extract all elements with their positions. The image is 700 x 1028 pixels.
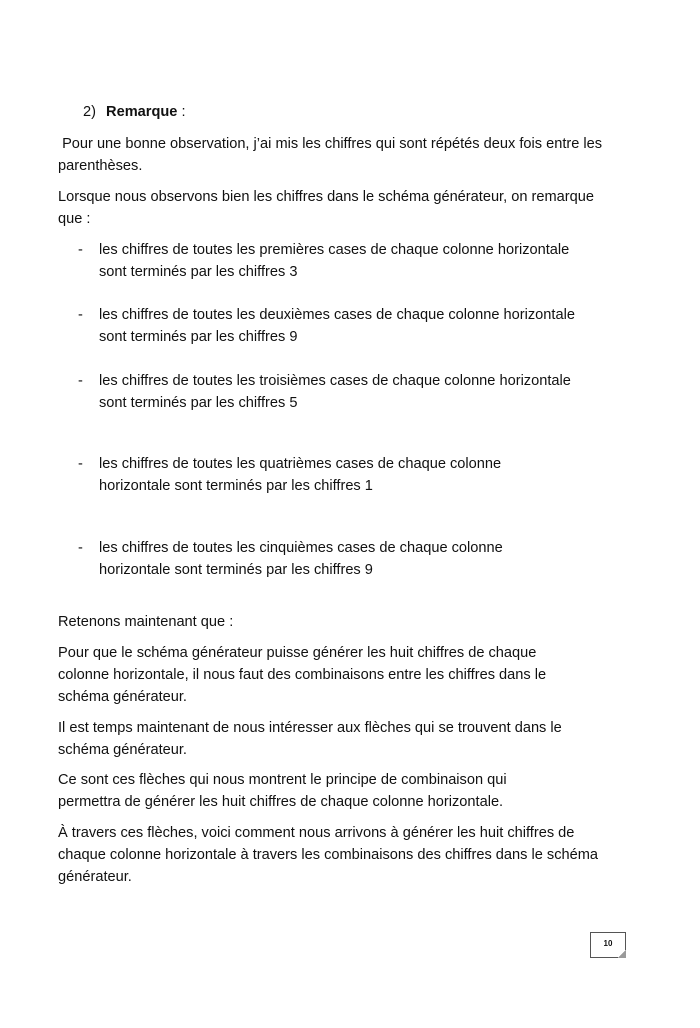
- paragraph-retenons: Retenons maintenant que :: [58, 614, 234, 630]
- bullet-item: [78, 239, 618, 283]
- bullet-item: [78, 370, 618, 414]
- paragraph-observation: Pour une bonne observation, j’ai mis les chiffres qui sont répétés deux fois entre les parenthèses.: [58, 136, 607, 174]
- bullet-dash: -: [78, 242, 83, 258]
- bullet-item: [78, 537, 618, 581]
- bullet-dash: -: [78, 307, 83, 323]
- bullet-text: les chiffres de toutes les troisièmes cases de chaque colonne horizontale sont terminés par les chiffres 5: [99, 373, 571, 411]
- bullet-text: les chiffres de toutes les cinquièmes cases de chaque colonne horizontale sont terminés par les chiffres 9: [99, 540, 503, 578]
- paragraph-il-est-temps: Il est temps maintenant de nous intéresser aux flèches qui se trouvent dans le schéma générateur.: [58, 720, 562, 758]
- page-number: 10: [603, 939, 613, 948]
- heading-number: 2): [83, 104, 96, 120]
- paragraph-a-travers: À travers ces flèches, voici comment nous arrivons à générer les huit chiffres de chaque colonne horizontale à travers les combinaisons des chiffres dans le schéma générateur.: [58, 825, 599, 885]
- heading-label: Remarque: [106, 104, 178, 120]
- bullet-item: [78, 453, 618, 497]
- heading-suffix: :: [177, 104, 186, 120]
- paragraph-ce-sont: Ce sont ces flèches qui nous montrent le principe de combinaison qui permettra de générer les huit chiffres de chaque colonne horizontale.: [58, 772, 507, 810]
- bullet-item: [78, 304, 618, 348]
- section-heading: [83, 101, 186, 123]
- bullet-dash: -: [78, 456, 83, 472]
- bullet-dash: -: [78, 540, 83, 556]
- bullet-text: les chiffres de toutes les deuxièmes cases de chaque colonne horizontale sont terminés par les chiffres 9: [99, 307, 575, 345]
- bullet-text: les chiffres de toutes les premières cases de chaque colonne horizontale sont terminés par les chiffres 3: [99, 242, 570, 280]
- bullet-text: les chiffres de toutes les quatrièmes cases de chaque colonne horizontale sont terminés par les chiffres 1: [99, 456, 502, 494]
- page-curl-icon: [618, 950, 626, 958]
- paragraph-lorsque: Lorsque nous observons bien les chiffres dans le schéma générateur, on remarque que :: [58, 189, 594, 227]
- paragraph-pour-que: Pour que le schéma générateur puisse générer les huit chiffres de chaque colonne horizontale, il nous faut des combinaisons entre les chiffres dans le schéma générateur.: [58, 645, 547, 705]
- page-number-box: [590, 932, 626, 958]
- bullet-dash: -: [78, 373, 83, 389]
